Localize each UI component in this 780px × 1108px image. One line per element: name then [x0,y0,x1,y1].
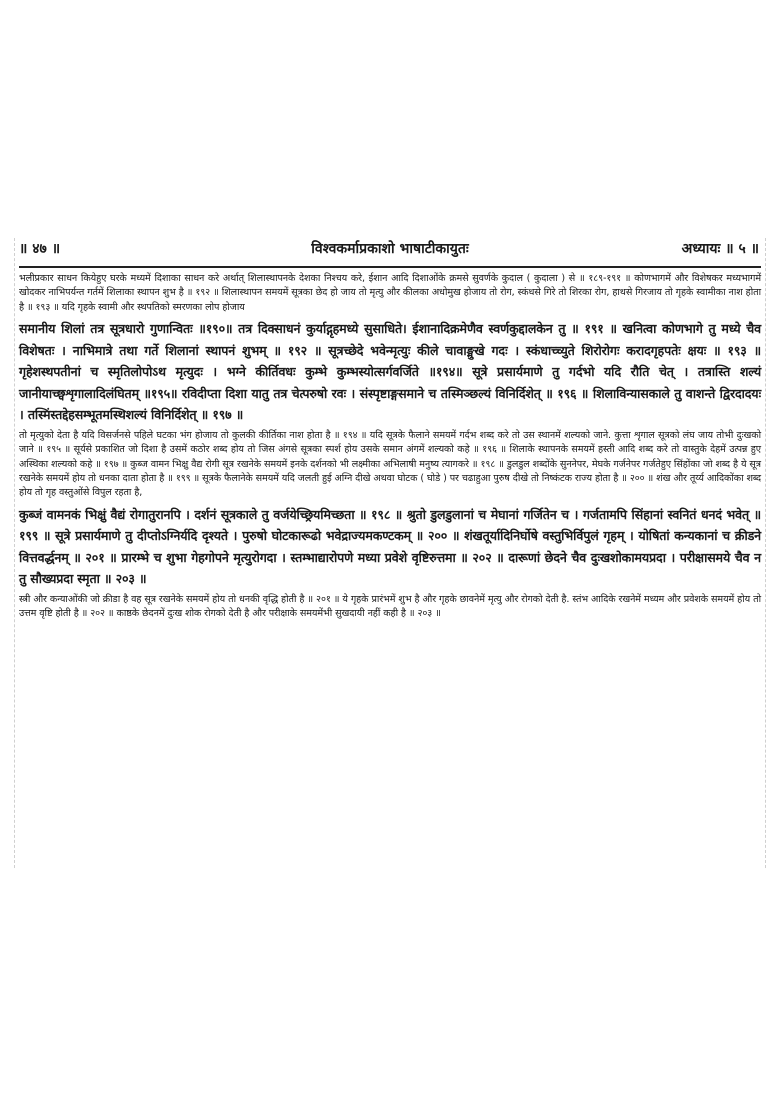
commentary-block-1 [19,272,761,315]
header-rule [19,266,761,268]
commentary-text: स्त्री और कन्याओंकी जो क्रीडा है वह सूत्र रखनेके समयमें होय तो धनकी वृद्धि होती है ॥ २०१ ॥ ये गृहके प्रारंभमें शुभ है और गृहके छावनेमें मृत्यु और रोगको देती है. स्तंभ आदिके रखनेमें मध्यम और प्रवेशके समयमें होय तो उत्तम वृष्टि होती है ॥ २०२ ॥ काष्ठके छेदनमें दुःख शोक रोगको देती है और परीक्षाके समयमेंभी सुखदायी नहीं कही है ॥ २०३ ॥ [19,593,761,620]
verse-text: कुब्जं वामनकं भिक्षुं वैद्यं रोगातुरानपि । दर्शनं सूत्रकाले तु वर्जयेच्छ्रियमिच्छता ॥ १९८ ॥ श्रुतो डुलडुलानां च मेघानां गर्जितेन च । गर्जतामपि सिंहानां स्वनितं धनदं भवेत् ॥ १९९ ॥ सूत्रे प्रसार्यमाणे तु दीप्तोऽग्निर्यदि दृश्यते । पुरुषो घोटकारूढो भवेद्राज्यमकण्टकम् ॥ २०० ॥ शंखतूर्यादिनिर्घोषे वस्तुभिर्विपुलं गृहम् । योषितां कन्यकानां च क्रीडने वित्तवर्द्धनम् ॥ २०१ ॥ प्रारम्भे च शुभा गेहगोपने मृत्युरोगदा । स्तम्भाद्यारोपणे मध्या प्रवेशे वृष्टिरुत्तमा ॥ २०२ ॥ दारूणां छेदने चैव दुःखशोकामयप्रदा । परीक्षासमये चैव न तु सौख्यप्रदा स्मृता ॥ २०३ ॥ [19,506,761,587]
commentary-block-2 [19,429,761,501]
verse-text: समानीय शिलां तत्र सूत्रधारो गुणान्वितः ॥१९०॥ तत्र दिक्साधनं कुर्याद्गृहमध्ये सुसाधिते। ईशानादिक्रमेणैव स्वर्णकुद्दालकेन तु ॥ १९१ ॥ खनित्वा कोणभागे तु मध्ये चैव विशेषतः । नाभिमात्रे तथा गर्ते शिलानां स्थापनं शुभम् ॥ १९२ ॥ सूत्रच्छेदे भवेन्मृत्युः कीले चावाङ्मुखे गदः । स्कंधाच्च्युते शिरोरोगः करादगृहपतेः क्षयः ॥ १९३ ॥ गृहेशस्थपतीनां च स्मृतिलोपोऽथ मृत्युदः । भग्ने कीर्तिवधः कुम्भे कुम्भस्योत्सर्गवर्जिते ॥१९४॥ सूत्रे प्रसार्यमाणे तु गर्दभो यदि रौति चेत् । तत्रास्ति शल्यं जानीयाच्छ्वशृगालादिलंघितम् ॥१९५॥ रविदीप्ता दिशा यातु तत्र चेत्परुषो रवः । संस्पृष्टाङ्गसमाने च तस्मिञ्छल्यं विनिर्दिशेत् ॥ १९६ ॥ शिलाविन्यासकाले तु वाशन्ते द्विरदादयः । तस्मिंस्तद्देहसम्भूतमस्थिशल्यं विनिर्दिशेत् ॥ १९७ ॥ [19,321,761,423]
commentary-text: भलीप्रकार साधन कियेहुए घरके मध्यमें दिशाका साधन करे अर्थात् शिलास्थापनके देशका निश्चय करे, ईशान आदि दिशाओंके क्रमसे सुवर्णके कुदाल ( कुदाला ) से ॥ १८९-१९१ ॥ कोणभागमें और विशेषकर मध्यभागमें खोदकर नाभिपर्यन्त गर्तमें शिलाका स्थापन शुभ है ॥ १९२ ॥ शिलास्थापन समयमें सूत्रका छेद हो जाय तो मृत्यु और कीलका अधोमुख होजाय तो रोग, स्कंधसे गिरे तो शिरका रोग, हाथसे गिरजाय तो गृहके स्वामीका नाश होता है ॥ १९३ ॥ यदि गृहके स्वामी और स्थपतिको स्मरणका लोप होजाय [19,273,761,313]
commentary-text: तो मृत्युको देता है यदि विसर्जनसे पहिले घटका भंग होजाय तो कुलकी कीर्तिका नाश होता है ॥ १९४ ॥ यदि सूत्रके फैलाने समयमें गर्दभ शब्द करे तो उस स्थानमें शल्यको जाने. कुत्ता शृगाल सूत्रको लंघ जाय तोभी दुःखको जाने ॥ १९५ ॥ सूर्यसे प्रकाशित जो दिशा है उसमें कठोर शब्द होय तो जिस अंगसे सूत्रका स्पर्श होय उसके समान अंगमें शल्यको कहे ॥ १९६ ॥ शिलाके स्थापनके समयमें हस्ती आदि शब्द करे तो वास्तुके देहमें उत्पन्न हुए अस्थिका शल्यको कहे ॥ १९७ ॥ कुब्ज वामन भिक्षु वैद्य रोगी सूत्र रखनेके समयमें इनके दर्शनको भी लक्ष्मीका अभिलाषी मनुष्य त्यागकरे ॥ १९८ ॥ डुलडुल शब्दोंके सुननेपर, मेघके गर्जनेपर गर्जतेहुए सिंहोंका जो शब्द है ये सूत्र रखनेके समयमें होय तो धनका दाता होता है ॥ १९९ ॥ सूत्रके फैलानेके समयमें यदि जलती हुई अग्नि दीखे अथवा घोटक ( घोडे ) पर चढाहुआ पुरुष दीखे तो निष्कंटक राज्य होता है ॥ २०० ॥ शंख और तूर्य्य आदिकोंका शब्द होय तो गृह वस्तुओंसे विपुल रहता है, [19,429,761,499]
running-title: विश्वकर्माप्रकाशो भाषाटीकायुतः [311,241,469,257]
page-number: ॥ ४७ ॥ [19,241,61,257]
commentary-block-3 [19,593,761,622]
running-header [19,238,761,260]
book-page [14,238,766,868]
verse-block-1 [19,318,761,426]
verse-block-2 [19,504,761,590]
chapter-label: अध्यायः ॥ ५ ॥ [681,241,759,257]
